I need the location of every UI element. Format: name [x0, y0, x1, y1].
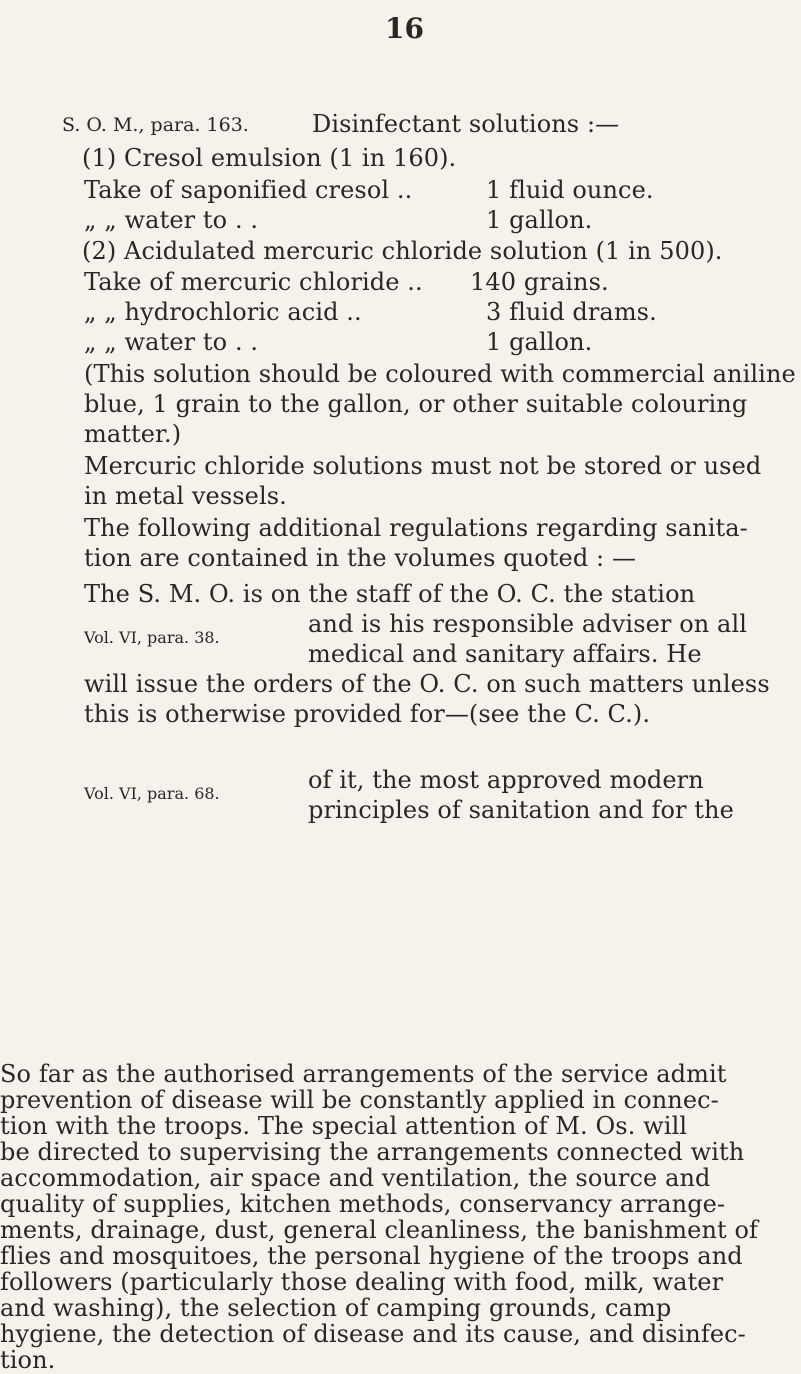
mercuric-line: in metal vessels. — [84, 482, 287, 510]
para2-line: prevention of disease will be constantly applied in connec- — [0, 1086, 719, 1114]
para2-line: hygiene, the detection of disease and its cause, and disinfec- — [0, 1320, 746, 1348]
mercuric-line: Mercuric chloride solutions must not be stored or used — [84, 452, 762, 480]
solution2-row-amount: 3 fluid drams. — [486, 298, 657, 326]
para2-line: and washing), the selection of camping grounds, camp — [0, 1294, 672, 1322]
solution1-row-label: „ „ water to . . — [84, 206, 259, 234]
solution1-row-amount: 1 fluid ounce. — [486, 176, 654, 204]
solution2-row-label: Take of mercuric chloride .. — [84, 268, 423, 296]
solution1-row-amount: 1 gallon. — [486, 206, 593, 234]
header-title: Disinfectant solutions :— — [312, 110, 620, 138]
following-line: tion are contained in the volumes quoted : — — [84, 544, 637, 572]
solution1-row-label: Take of saponified cresol .. — [84, 176, 413, 204]
para1-line: will issue the orders of the O. C. on such matters unless — [84, 670, 770, 698]
para2-line: accommodation, air space and ventilation, the source and — [0, 1164, 711, 1192]
para2-line: flies and mosquitoes, the personal hygiene of the troops and — [0, 1242, 743, 1270]
para2-line: be directed to supervising the arrangements connected with — [0, 1138, 745, 1166]
solution1-heading: (1) Cresol emulsion (1 in 160). — [82, 144, 457, 172]
note-line: (This solution should be coloured with commercial aniline — [84, 360, 796, 388]
para2-line: tion with the troops. The special attention of M. Os. will — [0, 1112, 688, 1140]
note-line: matter.) — [84, 420, 182, 448]
note-line: blue, 1 grain to the gallon, or other suitable colouring — [84, 390, 748, 418]
header-reference: S. O. M., para. 163. — [62, 114, 249, 136]
para2-line: followers (particularly those dealing with food, milk, water — [0, 1268, 724, 1296]
solution2-row-amount: 1 gallon. — [486, 328, 593, 356]
para2-line: So far as the authorised arrangements of the service admit — [0, 1060, 727, 1088]
para1-indented-line: and is his responsible adviser on all — [308, 610, 748, 638]
para1-line: this is otherwise provided for—(see the C. C.). — [84, 700, 651, 728]
para1-side-reference: Vol. VI, para. 38. — [84, 628, 220, 647]
solution2-heading: (2) Acidulated mercuric chloride solution (1 in 500). — [82, 237, 723, 265]
solution2-row-amount: 140 grains. — [470, 268, 609, 296]
following-line: The following additional regulations regarding sanita- — [84, 514, 748, 542]
para2-indented-line: principles of sanitation and for the — [308, 796, 734, 824]
para1-indented-line: medical and sanitary affairs. He — [308, 640, 702, 668]
solution2-row-label: „ „ hydrochloric acid .. — [84, 298, 362, 326]
para2-indented-line: of it, the most approved modern — [308, 766, 704, 794]
para2-side-reference: Vol. VI, para. 68. — [84, 784, 220, 803]
para2-line: tion. — [0, 1346, 56, 1374]
para2-line: ments, drainage, dust, general cleanliness, the banishment of — [0, 1216, 759, 1244]
para1-line: The S. M. O. is on the staff of the O. C. the station — [84, 580, 696, 608]
solution2-row-label: „ „ water to . . — [84, 328, 259, 356]
para2-line: quality of supplies, kitchen methods, conservancy arrange- — [0, 1190, 726, 1218]
page-number: 16 — [385, 12, 424, 45]
